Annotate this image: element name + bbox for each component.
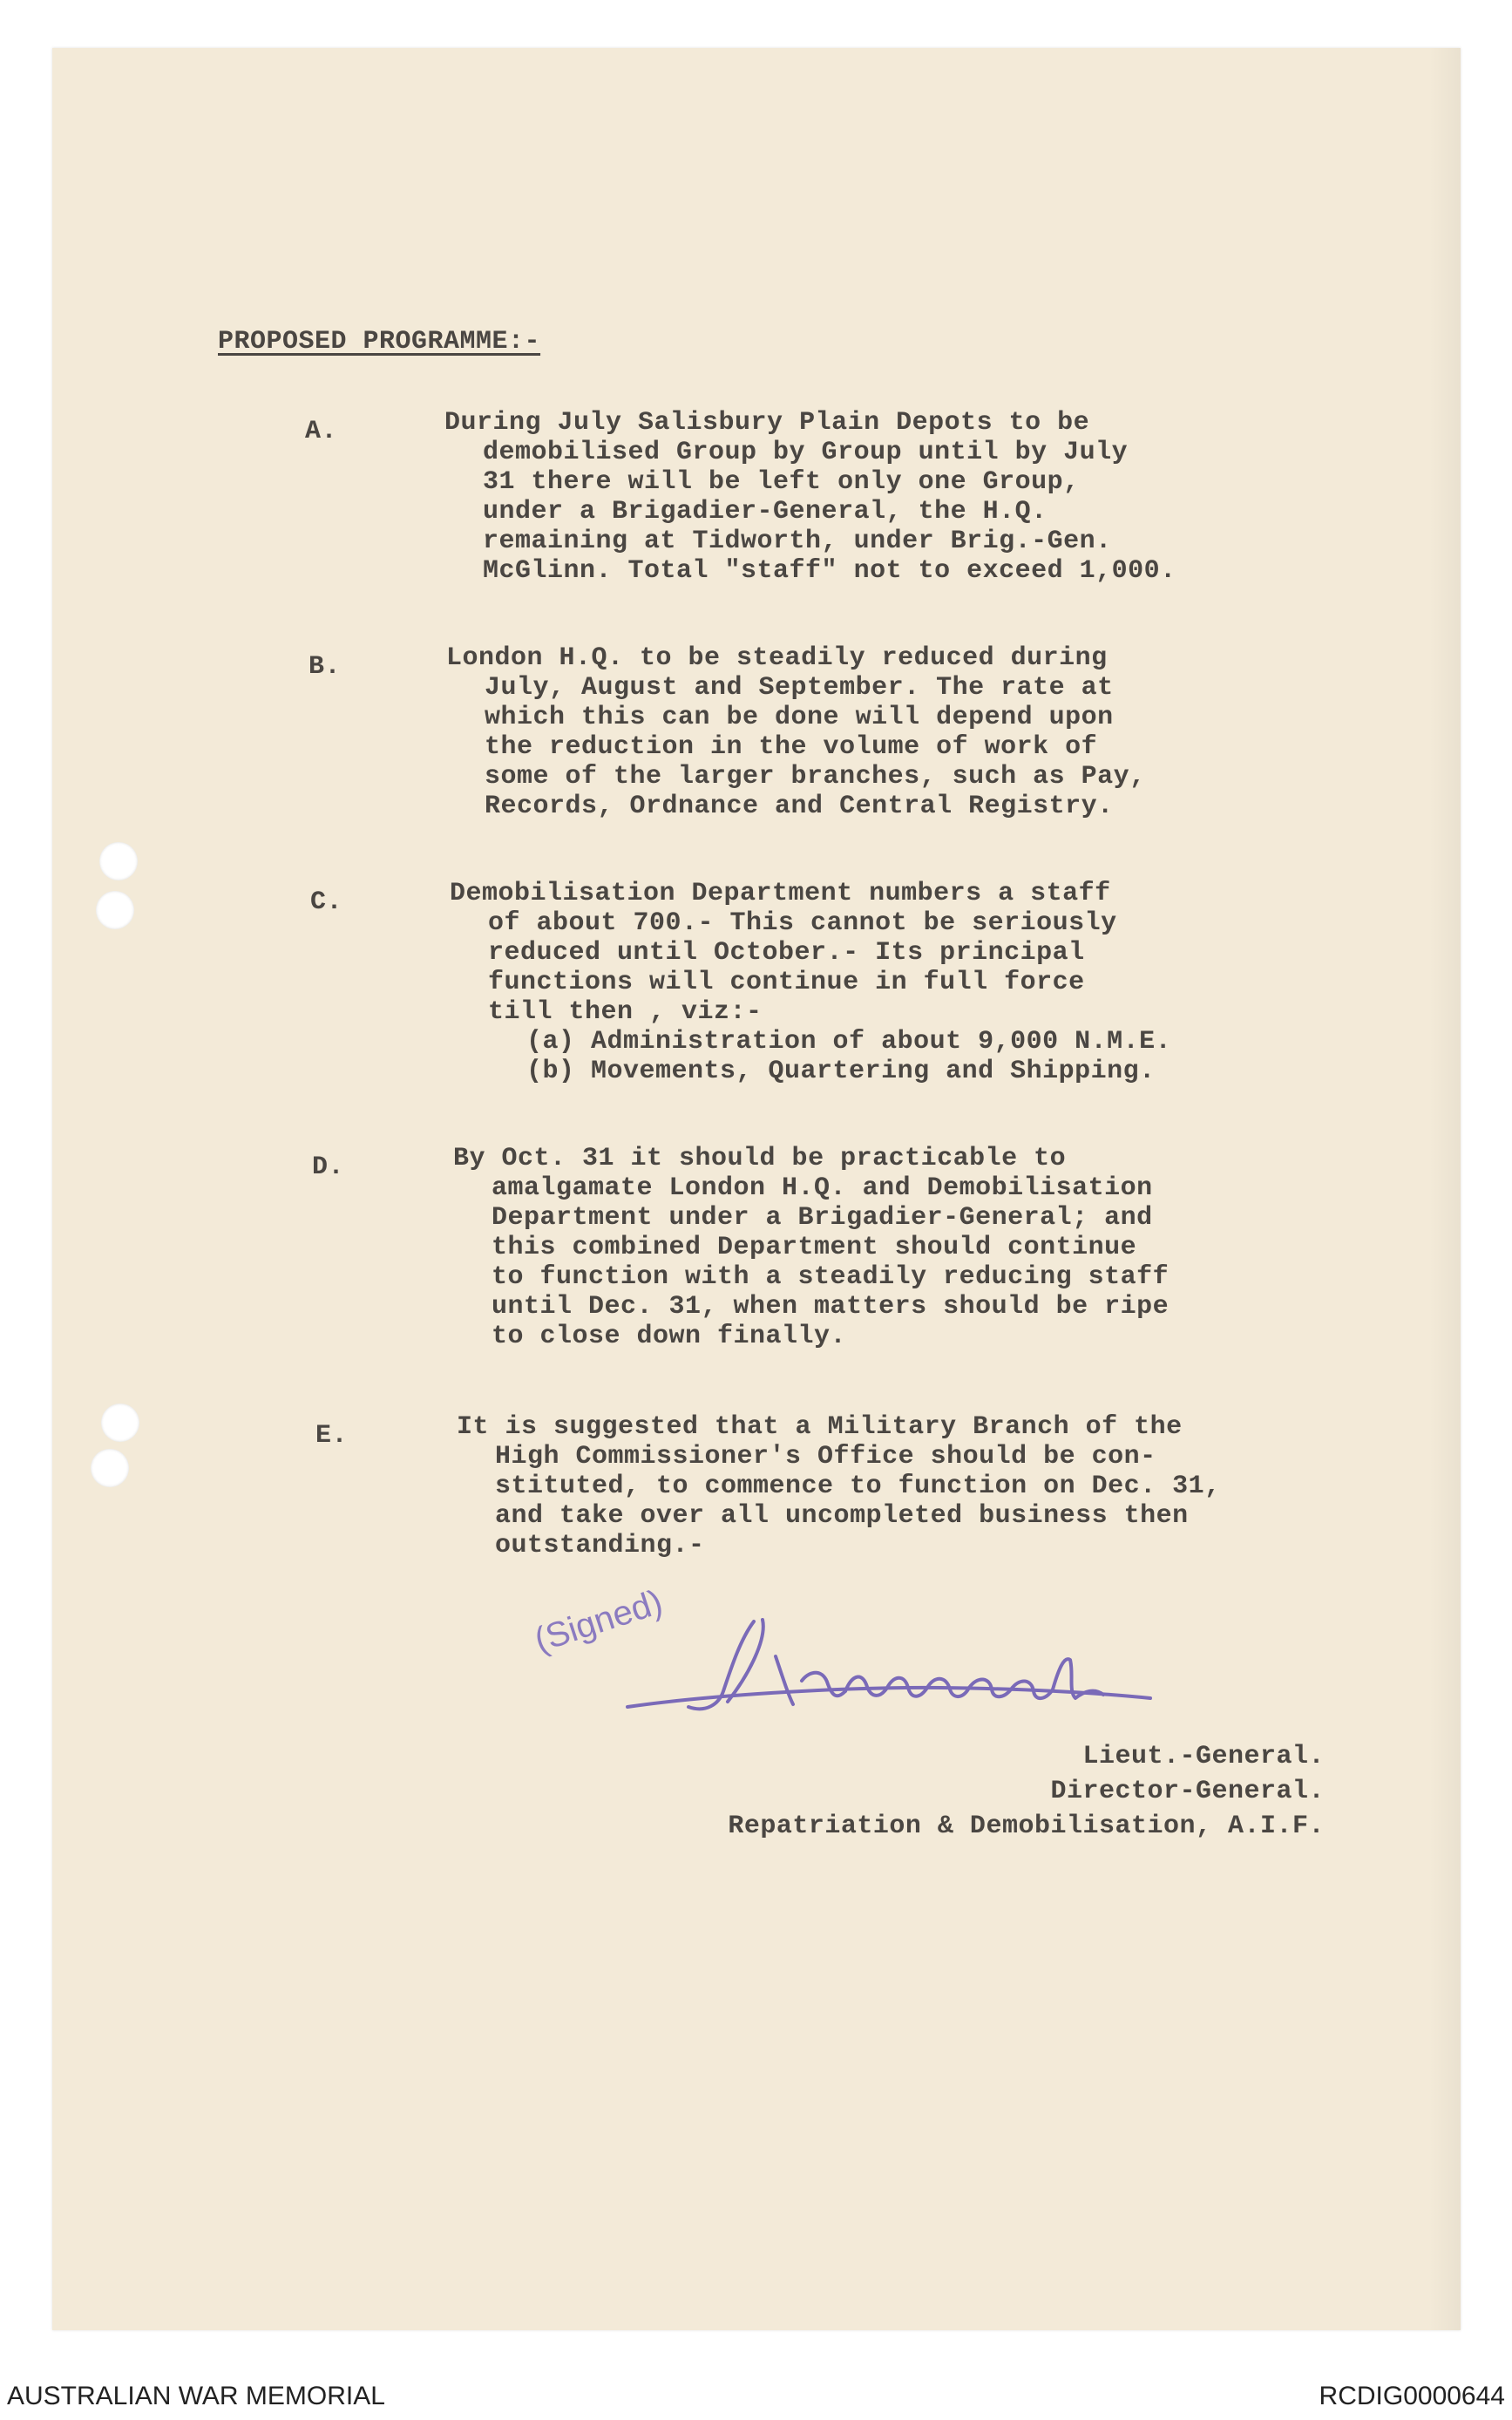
page-edge-shadow	[1429, 48, 1461, 2330]
paragraph-line: amalgamate London H.Q. and Demobilisation	[492, 1173, 1153, 1203]
punch-hole-4	[91, 1449, 129, 1487]
paragraph-line: outstanding.-	[495, 1531, 705, 1560]
paragraph-line: this combined Department should continue	[492, 1233, 1137, 1262]
paragraph-letter-e: E.	[315, 1421, 349, 1451]
paragraph-line: until Dec. 31, when matters should be ripe	[492, 1292, 1170, 1322]
paragraph-line: demobilised Group by Group until by July	[483, 438, 1129, 467]
paragraph-line: and take over all uncompleted business then	[495, 1501, 1189, 1531]
paragraph-line: Department under a Brigadier-General; and	[492, 1203, 1153, 1233]
paragraph-line: Demobilisation Department numbers a staff	[450, 879, 1111, 908]
paragraph-line: to close down finally.	[492, 1322, 847, 1351]
signature-block	[662, 1739, 1325, 1844]
punch-hole-2	[96, 891, 134, 929]
paragraph-line: remaining at Tidworth, under Brig.-Gen.	[483, 527, 1112, 556]
punch-hole-3	[101, 1404, 139, 1442]
paragraph-line: some of the larger branches, such as Pay,	[485, 762, 1146, 792]
paragraph-line: to function with a steadily reducing staff	[492, 1262, 1170, 1292]
handwritten-signature	[575, 1604, 1168, 1735]
paragraph-line: under a Brigadier-General, the H.Q.	[483, 497, 1048, 527]
signature-title: Director-General.	[1050, 1777, 1325, 1806]
signed-stamp: (Signed)	[530, 1582, 668, 1661]
paragraph-line: July, August and September. The rate at	[485, 673, 1114, 703]
paragraph-line: It is suggested that a Military Branch of the	[457, 1412, 1183, 1442]
paragraph-sub-item: (b) Movements, Quartering and Shipping.	[526, 1057, 1156, 1086]
paragraph-letter-c: C.	[310, 887, 343, 917]
paragraph-line: of about 700.- This cannot be seriously	[488, 908, 1117, 938]
paragraph-line: High Commissioner's Office should be con-	[495, 1442, 1156, 1472]
paragraph-letter-d: D.	[312, 1152, 345, 1182]
punch-hole-1	[99, 842, 138, 880]
signature-department: Repatriation & Demobilisation, A.I.F.	[728, 1812, 1325, 1841]
footer-archive-name: AUSTRALIAN WAR MEMORIAL	[7, 2382, 385, 2410]
paragraph-line: London H.Q. to be steadily reduced during	[446, 643, 1108, 673]
paragraph-b	[446, 643, 1146, 821]
paragraph-letter-a: A.	[305, 417, 338, 446]
footer-catalogue-id: RCDIG0000644	[1319, 2382, 1505, 2410]
paragraph-line: the reduction in the volume of work of	[485, 732, 1098, 762]
signature-rank: Lieut.-General.	[1082, 1742, 1325, 1771]
paragraph-letter-b: B.	[309, 652, 342, 682]
paragraph-line: 31 there will be left only one Group,	[483, 467, 1080, 497]
paragraph-line: till then , viz:-	[488, 997, 763, 1027]
paragraph-c	[450, 879, 1171, 1086]
paragraph-e	[457, 1412, 1221, 1560]
paragraph-d	[453, 1144, 1169, 1351]
paragraph-line: During July Salisbury Plain Depots to be	[444, 408, 1090, 438]
paragraph-sub-item: (a) Administration of about 9,000 N.M.E.	[526, 1027, 1172, 1057]
paragraph-line: By Oct. 31 it should be practicable to	[453, 1144, 1067, 1173]
paragraph-line: stituted, to commence to function on Dec. 31,	[495, 1472, 1221, 1501]
paragraph-a	[444, 408, 1176, 586]
paragraph-line: reduced until October.- Its principal	[488, 938, 1085, 968]
paragraph-line: which this can be done will depend upon	[485, 703, 1114, 732]
paragraph-line: Records, Ordnance and Central Registry.	[485, 792, 1114, 821]
document-heading: PROPOSED PROGRAMME:-	[218, 327, 541, 357]
paragraph-line: functions will continue in full force	[488, 968, 1085, 997]
paragraph-line: McGlinn. Total "staff" not to exceed 1,000.	[483, 556, 1176, 586]
